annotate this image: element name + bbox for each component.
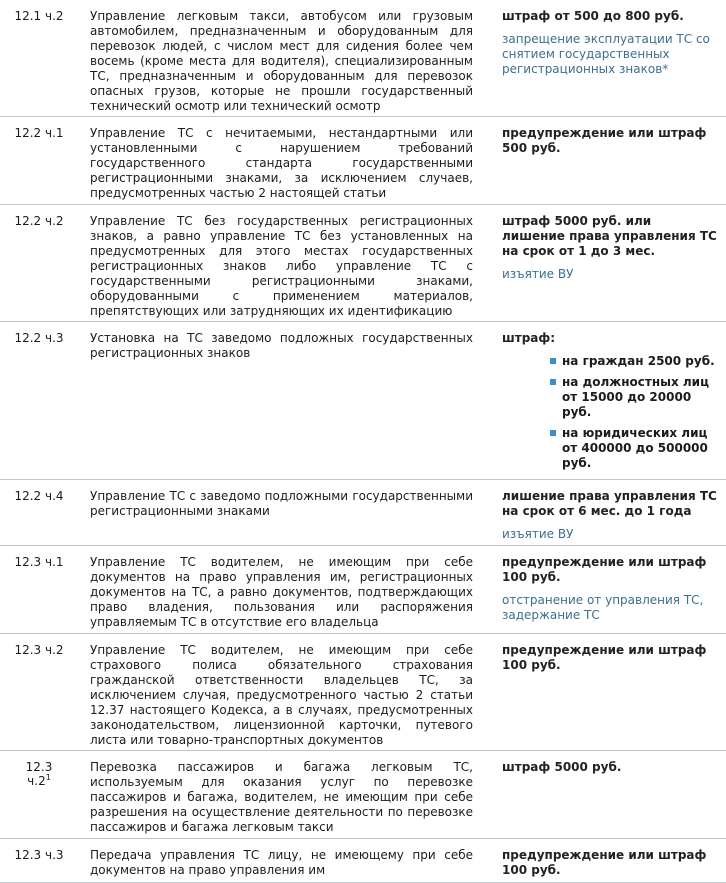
description-cell: Управление ТС водителем, не имеющим при себе документов на право управления им, регистрационных документов на ТС, а равно документов, подтверждающих право владения, пользования или распоряжения управляемым ТС в отсутствие его владельца: [78, 546, 487, 634]
article-cell: 12.2 ч.1: [0, 117, 78, 205]
penalty-text: предупреждение или штраф 100 руб.: [502, 848, 707, 877]
article-cell: 12.3 ч.3: [0, 839, 78, 883]
description-cell: Управление ТС водителем, не имеющим при себе страхового полиса обязательного страхования гражданской ответственности владельцев ТС, за исключением случая, предусмотренного частью 2 статьи 12.37 настоящего Кодекса, а в случаях, предусмотренных законодательством, лицензионной карточки, путевого листа или товарно-транспортных документов: [78, 634, 487, 751]
penalty-text: лишение права управления ТС на срок от 6 мес. до 1 года: [502, 489, 717, 518]
square-bullet-icon: [550, 379, 556, 385]
article-cell: 12.3 ч.1: [0, 546, 78, 634]
penalty-text: штраф 5000 руб. или лишение права управления ТС на срок от 1 до 3 мес.: [502, 214, 717, 258]
penalty-text: штраф 5000 руб.: [502, 760, 622, 774]
penalty-text: предупреждение или штраф 500 руб.: [502, 126, 707, 155]
description-cell: Управление ТС с нечитаемыми, нестандартными или установленными с нарушением требований государственного стандарта государственными регистрационными знаками, за исключением случаев, предусмотренных частью 2 настоящей статьи: [78, 117, 487, 205]
penalty-cell: [487, 0, 726, 117]
description-cell: Управление ТС с заведомо подложными государственными регистрационными знаками: [78, 480, 487, 546]
article-cell: 12.3 ч.2: [0, 634, 78, 751]
square-bullet-icon: [550, 430, 556, 436]
additional-measure-text: запрещение эксплуатации ТС со снятием государственных регистрационных знаков*: [502, 32, 710, 76]
penalty-list-item: на граждан 2500 руб.: [550, 354, 718, 369]
penalty-list: [502, 354, 718, 471]
penalty-cell: [487, 322, 726, 480]
penalty-cell: [487, 751, 726, 839]
penalty-cell: [487, 117, 726, 205]
table-row: [0, 546, 726, 634]
square-bullet-icon: [550, 358, 556, 364]
description-cell: Передача управления ТС лицу, не имеющему при себе документов на право управления им: [78, 839, 487, 883]
description-cell: Управление легковым такси, автобусом или грузовым автомобилем, предназначенным и оборудованным для перевозок людей, с числом мест для сидения более чем восемь (кроме места для водителя), специализированным ТС, предназначенным и оборудованным для перевозок опасных грузов, которые не прошли государственный технический осмотр или технический осмотр: [78, 0, 487, 117]
description-cell: Перевозка пассажиров и багажа легковым ТС, используемым для оказания услуг по перевозке пассажиров и багажа, водителем, не имеющим при себе разрешения на осуществление деятельности по перевозке пассажиров и багажа легковым такси: [78, 751, 487, 839]
penalty-list-item: на юридических лиц от 400000 до 500000 руб.: [550, 426, 718, 471]
article-cell: 12.2 ч.4: [0, 480, 78, 546]
penalty-text: штраф:: [502, 331, 556, 345]
description-cell: Установка на ТС заведомо подложных государственных регистрационных знаков: [78, 322, 487, 480]
article-cell: 12.2 ч.2: [0, 205, 78, 322]
additional-measure-text: отстранение от управления ТС, задержание ТС: [502, 593, 704, 622]
article-cell: 12.2 ч.3: [0, 322, 78, 480]
table-row: [0, 117, 726, 205]
additional-measure-text: изъятие ВУ: [502, 267, 574, 281]
table-row: [0, 634, 726, 751]
table-row: [0, 0, 726, 117]
penalty-cell: [487, 480, 726, 546]
penalty-cell: [487, 634, 726, 751]
penalty-cell: [487, 839, 726, 883]
article-cell: 12.1 ч.2: [0, 0, 78, 117]
penalty-text: предупреждение или штраф 100 руб.: [502, 555, 707, 584]
penalty-text: предупреждение или штраф 100 руб.: [502, 643, 707, 672]
penalty-text: штраф от 500 до 800 руб.: [502, 9, 684, 23]
article-cell: 12.3 $ч.2^1$: [0, 751, 78, 839]
penalty-list-item: на должностных лиц от 15000 до 20000 руб.: [550, 375, 718, 420]
description-cell: Управление ТС без государственных регистрационных знаков, а равно управление ТС без установленных на предусмотренных для этого местах государственных регистрационных знаков либо управление ТС с государственными регистрационными знаками, оборудованными с применением материалов, препятствующих или затрудняющих их идентификацию: [78, 205, 487, 322]
table-row: [0, 205, 726, 322]
penalty-cell: [487, 205, 726, 322]
table-row: [0, 751, 726, 839]
additional-measure-text: изъятие ВУ: [502, 527, 574, 541]
table-row: [0, 480, 726, 546]
table-row: [0, 839, 726, 883]
table-row: [0, 322, 726, 480]
penalty-cell: [487, 546, 726, 634]
